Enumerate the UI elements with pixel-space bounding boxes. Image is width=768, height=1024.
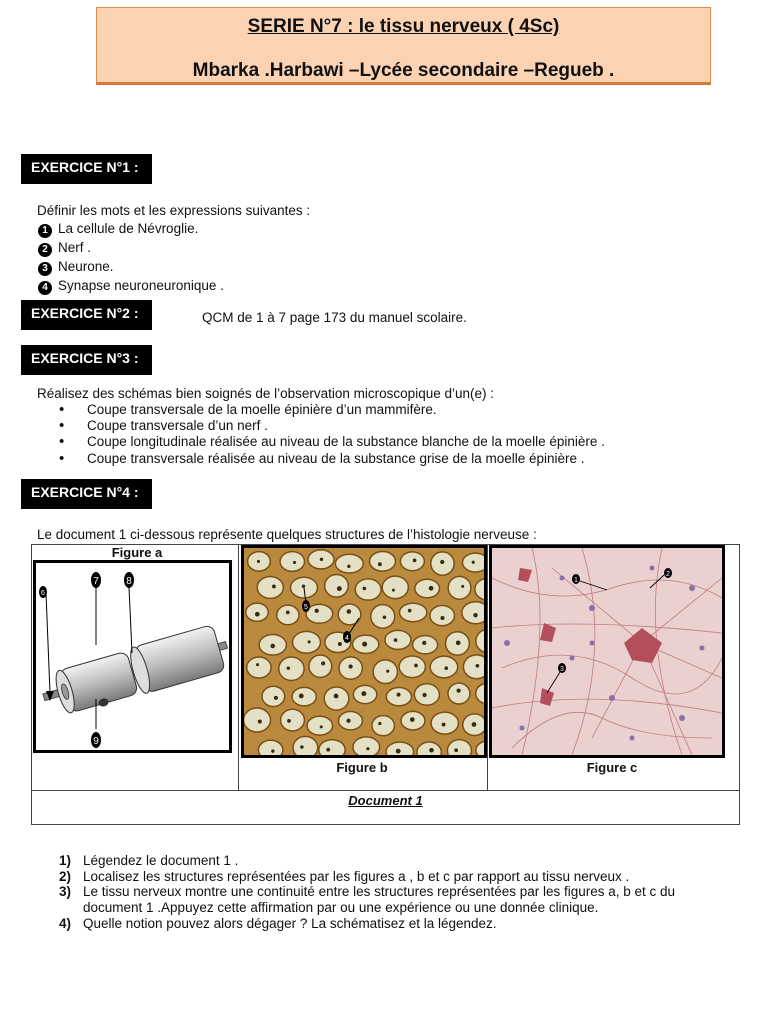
question-number: 4)	[59, 916, 72, 931]
svg-text:2: 2	[666, 571, 670, 578]
number-2-icon: 2	[38, 243, 52, 257]
number-4-icon: 4	[38, 281, 52, 295]
number-3-icon: 3	[38, 262, 52, 276]
question-text: Quelle notion pouvez alors dégager ? La schématisez et la légendez.	[83, 916, 497, 931]
exercise-1-label: EXERCICE N°1 :	[21, 154, 152, 184]
svg-text:6: 6	[41, 590, 45, 597]
figure-c-caption: Figure c	[586, 760, 638, 775]
exercise-2-text: QCM de 1 à 7 page 173 du manuel scolaire.	[202, 310, 467, 325]
svg-text:7: 7	[93, 576, 99, 587]
svg-text:4: 4	[345, 635, 349, 642]
page-title: SERIE N°7 : le tissu nerveux ( 4Sc)	[247, 16, 560, 37]
question-text: Localisez les structures représentées par les figures a , b et c par rapport au tissu nerveux .	[83, 869, 630, 884]
figure-a-caption: Figure a	[111, 545, 163, 560]
exercise-3-label: EXERCICE N°3 :	[21, 345, 152, 375]
exercise-4-intro: Le document 1 ci-dessous représente quelques structures de l’histologie nerveuse :	[37, 527, 537, 542]
number-1-icon: 1	[38, 224, 52, 238]
exercise-3-item: • Coupe longitudinale réalisée au niveau de la substance blanche de la moelle épinière .	[87, 434, 605, 449]
exercise-2-label: EXERCICE N°2 :	[21, 300, 152, 330]
figure-c-micrograph	[489, 545, 725, 758]
question-text: Le tissu nerveux montre une continuité entre les structures représentées par les figures a, b et c du	[83, 884, 676, 899]
document-1-caption: Document 1	[348, 793, 423, 808]
exercise-3-item: • Coupe transversale réalisée au niveau de la substance grise de la moelle épinière .	[87, 451, 585, 466]
exercise-1-item: 3 Neurone.	[38, 259, 114, 276]
svg-text:3: 3	[560, 666, 564, 673]
figure-b-micrograph	[241, 545, 487, 758]
exercise-3-item: • Coupe transversale de la moelle épinière d’un mammifère.	[87, 402, 437, 417]
figure-a-diagram	[33, 560, 232, 753]
author-line: Mbarka .Harbawi –Lycée secondaire –Regueb .	[192, 60, 615, 81]
question-number: 2)	[59, 869, 72, 884]
svg-text:9: 9	[93, 736, 99, 747]
question-text: document 1 .Appuyez cette affirmation par ou une expérience ou une donnée clinique.	[83, 900, 599, 915]
svg-text:1: 1	[574, 577, 578, 584]
question-text: Légendez le document 1 .	[83, 853, 239, 868]
document-1-table	[31, 544, 740, 825]
exercise-1-item: 2 Nerf .	[38, 240, 91, 257]
svg-text:8: 8	[126, 576, 132, 587]
svg-text:5: 5	[304, 604, 308, 611]
question-number: 3)	[59, 884, 72, 899]
header-banner	[96, 7, 711, 85]
exercise-3-item: • Coupe transversale d’un nerf .	[87, 418, 268, 433]
exercise-4-label: EXERCICE N°4 :	[21, 479, 152, 509]
exercise-1-item: 4 Synapse neuroneuronique .	[38, 278, 224, 295]
exercise-1-item: 1 La cellule de Névroglie.	[38, 221, 198, 238]
exercise-1-intro: Définir les mots et les expressions suivantes :	[37, 203, 311, 218]
question-number: 1)	[59, 853, 72, 868]
exercise-3-intro: Réalisez des schémas bien soignés de l’observation microscopique d’un(e) :	[37, 386, 494, 401]
figure-b-caption: Figure b	[336, 760, 388, 775]
